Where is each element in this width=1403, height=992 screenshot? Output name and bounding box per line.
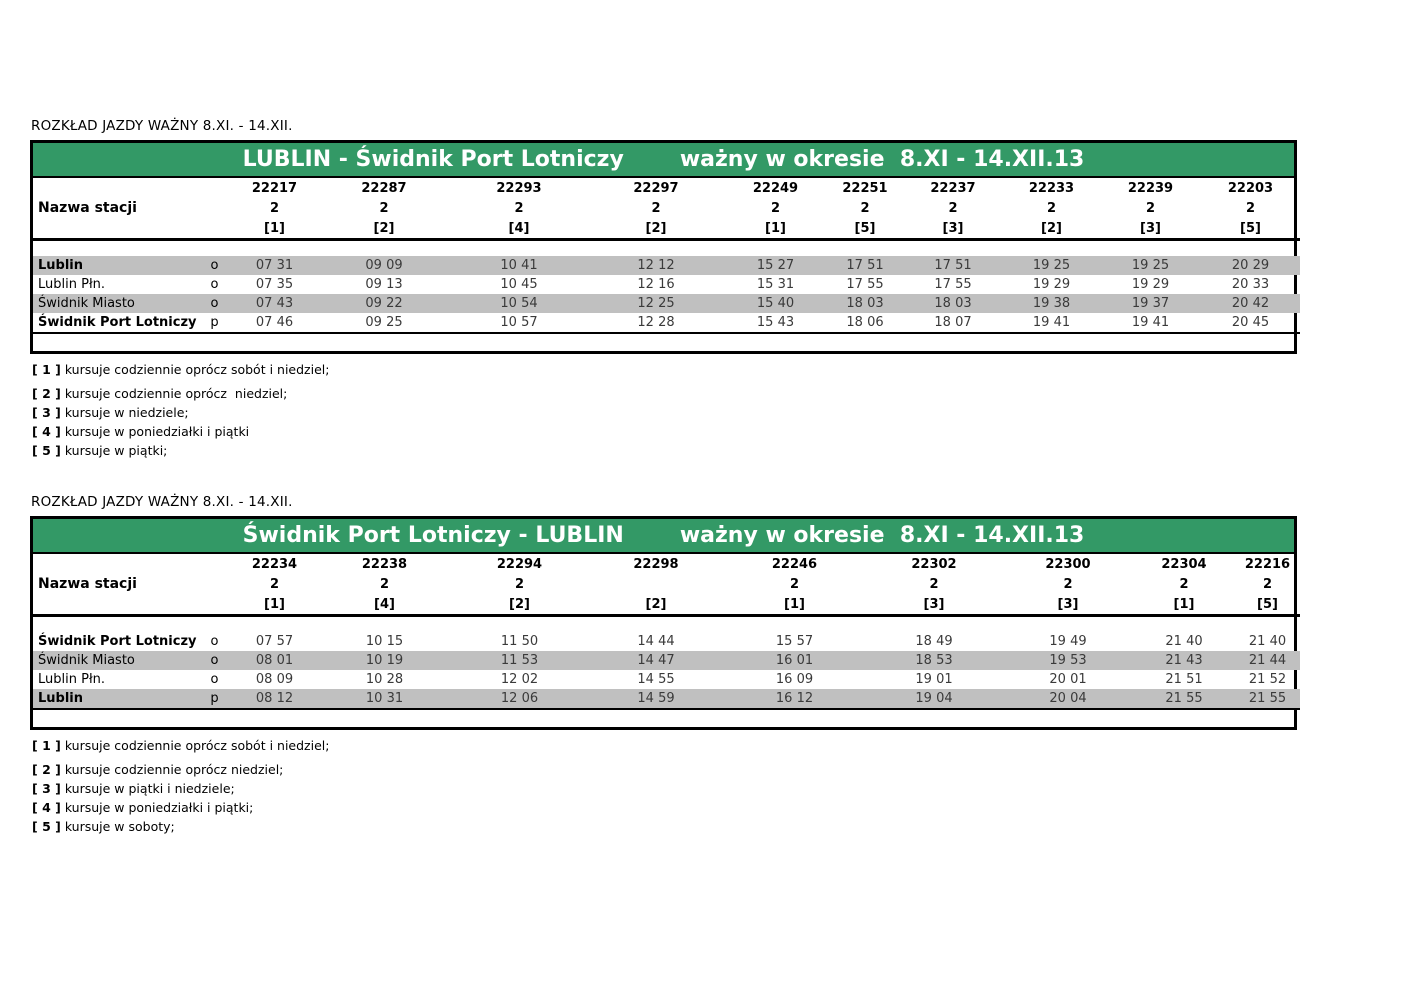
train-number: 22249	[752, 180, 799, 196]
spacer-row	[33, 709, 1300, 727]
train-class: 2	[948, 200, 958, 216]
stop-type: o	[210, 277, 219, 292]
train-number: 22300	[1045, 556, 1091, 572]
footnote-ref-label: [ 2 ]	[32, 762, 61, 777]
time-cell: 19 49	[1049, 634, 1087, 649]
table-row	[33, 256, 1300, 275]
train-class: 2	[770, 200, 781, 216]
spacer-row	[33, 333, 1300, 351]
train-number: 22302	[911, 556, 957, 572]
train-number: 22217	[251, 180, 298, 196]
time-cell: 10 54	[450, 294, 588, 313]
time-cell: 10 15	[365, 634, 404, 649]
time-cell: 21 44	[1235, 651, 1300, 670]
station-name: Świdnik Port Lotniczy	[38, 634, 197, 649]
footnote	[32, 386, 1403, 401]
train-class: 2	[379, 200, 389, 216]
time-cell: 20 04	[1003, 689, 1133, 709]
station-column-header: Nazwa stacji	[38, 200, 137, 216]
time-cell: 19 41	[1032, 315, 1071, 330]
footnote-list	[32, 738, 1403, 834]
time-cell: 21 40	[1248, 634, 1287, 649]
station-name: Lublin	[33, 256, 198, 275]
table-row	[33, 294, 1300, 313]
timetable-section-outbound	[30, 118, 1403, 458]
footnote-ref: [2]	[509, 596, 530, 612]
time-cell: 19 04	[865, 689, 1003, 709]
time-cell: 20 42	[1201, 294, 1300, 313]
footnote-ref: [2]	[1041, 220, 1062, 236]
time-cell: 15 27	[724, 256, 827, 275]
time-cell: 19 41	[1131, 315, 1170, 330]
footnote-ref: [1]	[264, 220, 285, 236]
time-cell: 16 09	[775, 672, 814, 687]
time-cell: 11 53	[451, 651, 588, 670]
stop-type: p	[210, 315, 219, 330]
footnote-ref: [2]	[645, 220, 667, 236]
footnote-ref: [5]	[854, 220, 876, 236]
train-class: 2	[514, 576, 525, 592]
spacer-row	[33, 240, 1300, 257]
time-cell: 15 43	[756, 315, 795, 330]
footnote-text: kursuje w piątki;	[64, 443, 168, 458]
time-cell: 17 55	[846, 277, 884, 292]
time-cell: 07 31	[231, 256, 318, 275]
station-name: Lublin Płn.	[38, 672, 106, 687]
stop-type: o	[198, 651, 231, 670]
train-class: 2	[1179, 576, 1189, 592]
time-cell: 10 41	[450, 256, 588, 275]
footnote-text: kursuje codziennie oprócz sobót i niedziel;	[64, 362, 330, 377]
table-row	[33, 670, 1300, 689]
time-cell: 19 38	[1003, 294, 1100, 313]
footnote-text: kursuje codziennie oprócz sobót i niedziel;	[64, 738, 330, 753]
train-class: 2	[1262, 576, 1273, 592]
time-cell: 18 03	[827, 294, 903, 313]
train-class: 2	[1063, 576, 1073, 592]
time-cell: 21 55	[1235, 689, 1300, 709]
footnote-ref: [4]	[374, 596, 395, 612]
time-cell: 20 45	[1231, 315, 1270, 330]
footnote	[32, 443, 1403, 458]
time-cell: 21 55	[1133, 689, 1235, 709]
time-cell: 09 22	[318, 294, 450, 313]
time-cell: 10 45	[500, 277, 538, 292]
footnote-text: kursuje codziennie oprócz niedziel;	[64, 762, 284, 777]
footnote-ref: [3]	[923, 596, 945, 612]
time-cell: 12 12	[588, 256, 724, 275]
time-cell: 10 57	[500, 315, 538, 330]
stop-type: o	[210, 634, 219, 649]
time-cell: 14 47	[588, 651, 724, 670]
time-cell: 19 29	[1131, 277, 1170, 292]
time-cell: 08 09	[255, 672, 294, 687]
train-number: 22294	[496, 556, 543, 572]
footnote-ref-label: [ 5 ]	[32, 819, 61, 834]
train-class: 2	[1046, 200, 1057, 216]
train-number-row	[33, 554, 1300, 574]
train-class: 2	[1145, 200, 1156, 216]
train-number-row	[33, 178, 1300, 198]
footnote	[32, 362, 1403, 377]
time-cell: 09 09	[318, 256, 450, 275]
footnote-ref: [5]	[1240, 220, 1261, 236]
time-cell: 12 25	[588, 294, 724, 313]
timetable-outbound	[30, 140, 1297, 354]
time-cell: 07 57	[255, 634, 294, 649]
footnote	[32, 819, 1403, 834]
train-number: 22238	[361, 556, 408, 572]
validity-caption: ROZKŁAD JAZDY WAŻNY 8.XI. - 14.XII.	[31, 494, 293, 510]
time-cell: 10 31	[318, 689, 451, 709]
time-cell: 10 19	[318, 651, 451, 670]
train-class: 2	[269, 576, 280, 592]
time-cell: 16 12	[724, 689, 865, 709]
train-class: 2	[514, 200, 524, 216]
time-cell: 07 46	[255, 315, 294, 330]
time-cell: 12 16	[637, 277, 675, 292]
time-cell: 17 51	[903, 256, 1003, 275]
train-number: 22287	[361, 180, 407, 196]
train-class: 2	[789, 576, 800, 592]
footnote-ref-label: [ 4 ]	[32, 800, 61, 815]
train-number: 22251	[842, 180, 888, 196]
train-class: 2	[860, 200, 870, 216]
timetable-title-bar	[33, 519, 1294, 554]
footnote-text: kursuje codziennie oprócz niedziel;	[64, 386, 288, 401]
time-cell: 18 06	[846, 315, 884, 330]
time-cell: 18 03	[903, 294, 1003, 313]
footnote-ref: [3]	[942, 220, 964, 236]
timetable-grid	[33, 178, 1300, 351]
footnote-ref: [1]	[765, 220, 786, 236]
validity-caption: ROZKŁAD JAZDY WAŻNY 8.XI. - 14.XII.	[31, 118, 293, 134]
footnote-text: kursuje w niedziele;	[64, 405, 189, 420]
time-cell: 18 53	[865, 651, 1003, 670]
footnote-ref: [4]	[508, 220, 530, 236]
time-cell: 11 50	[500, 634, 539, 649]
time-cell: 14 55	[637, 672, 675, 687]
train-number: 22234	[251, 556, 298, 572]
time-cell: 14 59	[588, 689, 724, 709]
train-class: 2	[379, 576, 390, 592]
stop-type: o	[198, 294, 231, 313]
time-cell: 18 49	[915, 634, 953, 649]
footnote-ref: [2]	[645, 596, 667, 612]
time-cell: 21 52	[1248, 672, 1287, 687]
time-cell: 08 01	[231, 651, 318, 670]
table-row	[33, 689, 1300, 709]
footnote-ref-label: [ 2 ]	[32, 386, 61, 401]
station-column-header: Nazwa stacji	[38, 576, 137, 592]
time-cell: 14 44	[637, 634, 675, 649]
train-number: 22297	[633, 180, 679, 196]
table-row	[33, 632, 1300, 651]
time-cell: 16 01	[724, 651, 865, 670]
footnote-text: kursuje w soboty;	[64, 819, 175, 834]
train-class	[588, 574, 724, 594]
train-number: 22237	[930, 180, 976, 196]
train-class: 2	[269, 200, 280, 216]
timetable-grid	[33, 554, 1300, 727]
station-name: Lublin	[33, 689, 198, 709]
time-cell: 17 51	[827, 256, 903, 275]
time-cell: 12 02	[500, 672, 539, 687]
station-name: Świdnik Port Lotniczy	[38, 315, 197, 330]
footnote	[32, 405, 1403, 420]
time-cell: 15 57	[775, 634, 814, 649]
time-cell: 20 29	[1201, 256, 1300, 275]
footnote-ref-label: [ 5 ]	[32, 443, 61, 458]
station-name: Świdnik Miasto	[33, 651, 198, 670]
validity-title: ważny w okresie 8.XI - 14.XII.13	[679, 147, 1085, 172]
timetable-title-bar	[33, 143, 1294, 178]
timetable-return	[30, 516, 1297, 730]
time-cell: 20 33	[1231, 277, 1270, 292]
train-class: 2	[929, 576, 939, 592]
route-title: LUBLIN - Świdnik Port Lotniczy	[242, 147, 624, 172]
time-cell: 07 43	[231, 294, 318, 313]
footnote-ref-label: [ 1 ]	[32, 362, 61, 377]
station-name: Lublin Płn.	[38, 277, 106, 292]
stop-type: o	[210, 672, 219, 687]
time-cell: 19 01	[915, 672, 953, 687]
footnote-text: kursuje w poniedziałki i piątki	[64, 424, 250, 439]
train-number: 22233	[1028, 180, 1075, 196]
time-cell: 08 12	[231, 689, 318, 709]
station-name: Świdnik Miasto	[33, 294, 198, 313]
train-number: 22293	[496, 180, 542, 196]
footnote-ref: [1]	[1173, 596, 1195, 612]
footnote-ref: [1]	[784, 596, 805, 612]
footnote-text: kursuje w poniedziałki i piątki;	[64, 800, 254, 815]
time-cell: 19 53	[1003, 651, 1133, 670]
time-cell: 21 43	[1133, 651, 1235, 670]
footnote-ref: [3]	[1140, 220, 1161, 236]
time-cell: 21 40	[1165, 634, 1203, 649]
time-cell: 09 13	[365, 277, 403, 292]
footnote-ref-label: [ 4 ]	[32, 424, 61, 439]
time-cell: 21 51	[1165, 672, 1203, 687]
time-cell: 17 55	[934, 277, 972, 292]
spacer-row	[33, 616, 1300, 633]
train-number: 22246	[771, 556, 818, 572]
footnote	[32, 762, 1403, 777]
time-cell: 18 07	[934, 315, 972, 330]
time-cell: 19 29	[1032, 277, 1071, 292]
footnote-text: kursuje w piątki i niedziele;	[64, 781, 235, 796]
footnote-ref-label: [ 3 ]	[32, 405, 61, 420]
time-cell: 19 25	[1100, 256, 1201, 275]
stop-type: p	[198, 689, 231, 709]
table-row	[33, 313, 1300, 333]
footnote-ref: [5]	[1257, 596, 1278, 612]
footnote	[32, 781, 1403, 796]
time-cell: 15 40	[724, 294, 827, 313]
footnote-ref: [2]	[373, 220, 395, 236]
footnote-ref-label: [ 1 ]	[32, 738, 61, 753]
footnote-ref-label: [ 3 ]	[32, 781, 61, 796]
stop-type: o	[198, 256, 231, 275]
time-cell: 19 37	[1100, 294, 1201, 313]
time-cell: 19 25	[1003, 256, 1100, 275]
footnote	[32, 800, 1403, 815]
table-row	[33, 275, 1300, 294]
train-number: 22216	[1244, 556, 1291, 572]
train-class: 2	[651, 200, 661, 216]
time-cell: 20 01	[1049, 672, 1087, 687]
time-cell: 12 06	[451, 689, 588, 709]
time-cell: 07 35	[255, 277, 294, 292]
footnote-list	[32, 362, 1403, 458]
route-title: Świdnik Port Lotniczy - LUBLIN	[242, 523, 624, 548]
footnote	[32, 738, 1403, 753]
train-number: 22298	[633, 556, 679, 572]
time-cell: 09 25	[365, 315, 403, 330]
timetable-section-return	[30, 494, 1403, 834]
time-cell: 15 31	[756, 277, 795, 292]
time-cell: 12 28	[637, 315, 675, 330]
train-number: 22304	[1161, 556, 1207, 572]
train-number: 22203	[1227, 180, 1274, 196]
footnote-ref: [3]	[1057, 596, 1079, 612]
train-class: 2	[1245, 200, 1256, 216]
footnote-ref: [1]	[264, 596, 285, 612]
train-number: 22239	[1127, 180, 1174, 196]
table-row	[33, 651, 1300, 670]
validity-title: ważny w okresie 8.XI - 14.XII.13	[679, 523, 1085, 548]
footnote	[32, 424, 1403, 439]
time-cell: 10 28	[365, 672, 404, 687]
